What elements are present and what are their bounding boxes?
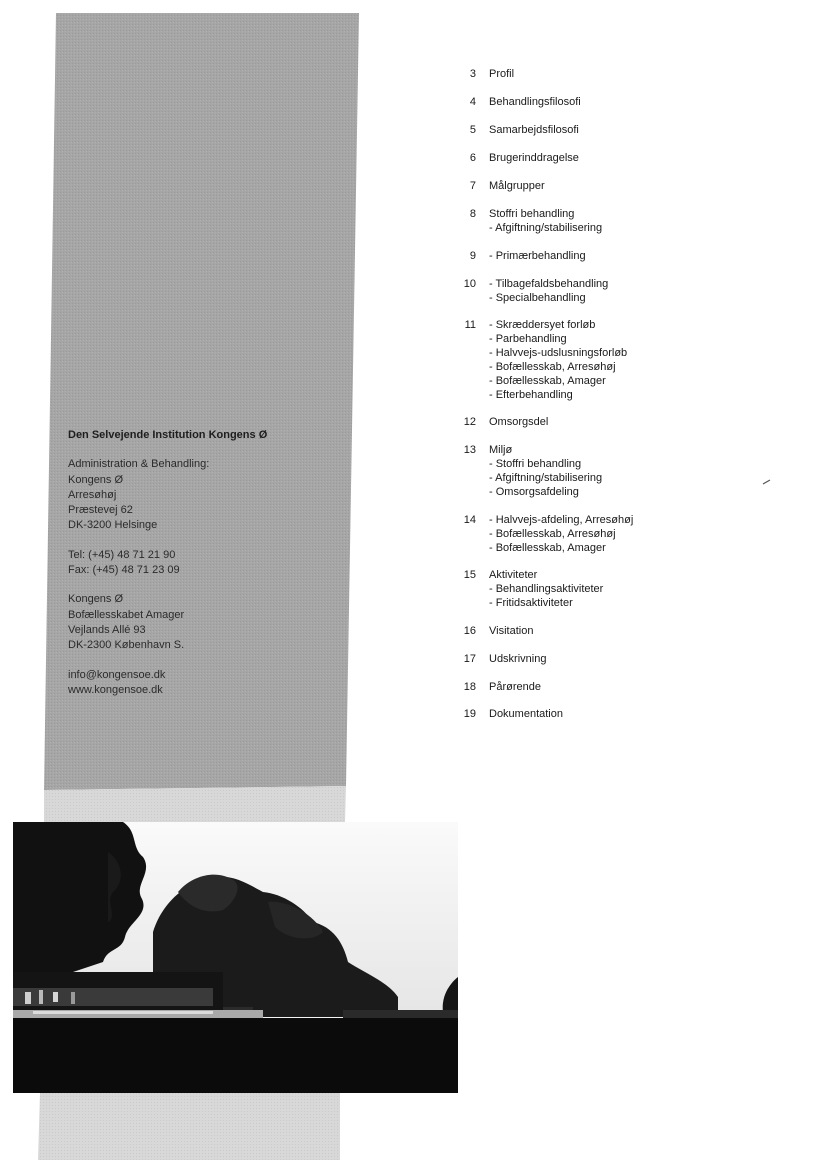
- toc-page-number: 13: [463, 444, 476, 456]
- fax-line: Fax: (+45) 48 71 23 09: [68, 564, 180, 577]
- address-group-amager: [68, 592, 338, 653]
- address-line: Arresøhøj: [68, 488, 117, 501]
- toc-subentry: - Bofællesskab, Amager: [489, 541, 606, 554]
- address-group-contact: [68, 668, 338, 699]
- toc-page-number: 14: [463, 514, 476, 526]
- toc-entry-lines: [489, 569, 603, 611]
- toc-entry-title: Aktiviteter: [489, 569, 538, 581]
- toc-entry-title: Brugerinddragelse: [489, 152, 579, 164]
- toc-page-number: 8: [469, 208, 476, 220]
- toc-entry-title: Stoffri behandling: [489, 208, 575, 220]
- toc-entry-lines: [489, 444, 602, 500]
- address-line: Kongens Ø: [68, 473, 124, 486]
- toc-entry-title: - Halvvejs-afdeling, Arresøhøj: [489, 514, 634, 526]
- address-group-admin: [68, 457, 338, 533]
- toc-page-number: 9: [469, 250, 476, 262]
- toc-subentry: - Efterbehandling: [489, 388, 573, 401]
- toc-entry-title: Behandlingsfilosofi: [489, 96, 581, 108]
- address-line: Bofællesskabet Amager: [68, 608, 185, 621]
- toc-entry-title: Dokumentation: [489, 708, 563, 720]
- toc-entry-lines: [489, 319, 627, 402]
- address-line: Kongens Ø: [68, 593, 124, 606]
- building-photo: [13, 822, 458, 1093]
- toc-entry-title: - Skræddersyet forløb: [489, 319, 596, 331]
- toc-subentry: - Bofællesskab, Amager: [489, 374, 606, 387]
- toc-entry-lines: [489, 708, 563, 722]
- toc-subentry: - Bofællesskab, Arresøhøj: [489, 360, 616, 373]
- address-line: Administration & Behandling:: [68, 458, 210, 471]
- toc-entry-title: Miljø: [489, 444, 513, 456]
- email-link[interactable]: info@kongensoe.dk: [68, 668, 166, 681]
- toc-entry-title: Målgrupper: [489, 180, 545, 192]
- phone-line: Tel: (+45) 48 71 21 90: [68, 548, 176, 561]
- toc-subentry: - Omsorgsafdeling: [489, 485, 579, 498]
- toc-page-number: 10: [463, 278, 476, 290]
- toc-entry-lines: [489, 625, 533, 639]
- toc-subentry: - Afgiftning/stabilisering: [489, 221, 603, 234]
- website-link[interactable]: www.kongensoe.dk: [68, 683, 163, 696]
- toc-page-number: 5: [469, 124, 476, 136]
- toc-entry-title: Profil: [489, 68, 515, 80]
- toc-page-number: 4: [469, 96, 476, 108]
- toc-page-number: 17: [463, 653, 476, 665]
- toc-page-number: 6: [469, 152, 476, 164]
- address-line: DK-2300 København S.: [68, 639, 185, 652]
- address-line: Præstevej 62: [68, 504, 133, 517]
- toc-subentry: - Parbehandling: [489, 332, 567, 345]
- toc-subentry: - Afgiftning/stabilisering: [489, 471, 603, 484]
- toc-entry-lines: [489, 180, 545, 194]
- toc-subentry: - Bofællesskab, Arresøhøj: [489, 527, 616, 540]
- toc-entry-lines: [489, 250, 586, 264]
- toc-entry-lines: [489, 152, 579, 166]
- toc-entry-title: Omsorgsdel: [489, 416, 549, 428]
- address-line: Vejlands Allé 93: [68, 623, 146, 636]
- address-line: DK-3200 Helsinge: [68, 519, 158, 532]
- address-group-phone: [68, 548, 338, 579]
- toc-subentry: - Stoffri behandling: [489, 457, 582, 470]
- toc-page-number: 19: [463, 708, 476, 720]
- toc-entry-lines: [489, 653, 546, 667]
- toc-page-number: 7: [469, 180, 476, 192]
- toc-subentry: - Behandlingsaktiviteter: [489, 582, 604, 595]
- toc-subentry: - Specialbehandling: [489, 291, 586, 304]
- toc-entry-lines: [489, 96, 581, 110]
- toc-page-number: 16: [463, 625, 476, 637]
- toc-entry-title: Visitation: [489, 625, 534, 637]
- toc-page-number: 15: [463, 569, 476, 581]
- address-block: [68, 428, 338, 698]
- toc-entry-title: Samarbejdsfilosofi: [489, 124, 579, 136]
- toc-page-number: 12: [463, 416, 476, 428]
- toc-entry-title: Udskrivning: [489, 653, 547, 665]
- scan-speck: [762, 478, 772, 486]
- toc-entry-lines: [489, 681, 541, 695]
- toc-entry-lines: [489, 208, 602, 236]
- toc-page-number: 3: [469, 68, 476, 80]
- organization-name: Den Selvejende Institution Kongens Ø: [68, 429, 268, 441]
- toc-page-number: 18: [463, 681, 476, 693]
- toc-subentry: - Fritidsaktiviteter: [489, 596, 573, 609]
- toc-entry-title: Pårørende: [489, 681, 541, 693]
- toc-entry-lines: [489, 124, 579, 138]
- toc-entry-lines: [489, 514, 633, 556]
- toc-entry-title: - Primærbehandling: [489, 250, 586, 262]
- toc-subentry: - Halvvejs-udslusningsforløb: [489, 346, 628, 359]
- toc-entry-lines: [489, 416, 548, 430]
- toc-page-number: 11: [464, 319, 476, 331]
- toc-entry-lines: [489, 68, 514, 82]
- toc-entry-title: - Tilbagefaldsbehandling: [489, 278, 609, 290]
- toc-entry-lines: [489, 278, 608, 306]
